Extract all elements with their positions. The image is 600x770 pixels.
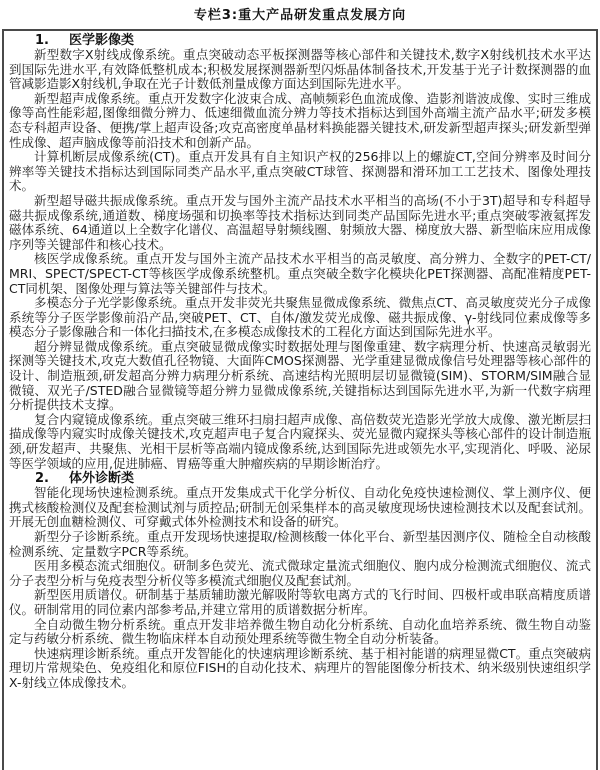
paragraph-super-resolution-microscopy: 超分辨显微成像系统。重点突破显微成像实时数据处理与图像重建、数字病理分析、快速高灵敏弱光探测等关键技术,攻克大数值孔径物镜、大面阵CMOS探测器、光学重建显微成像信号处理器等核心部件的设计、制造瓶颈,研发超高分辨力病理分析系统、高速结构光照明层切显微镜(SIM)、STORM/SIM融合显微镜、双光子/STED融合显微镜等超分辨力显微成像系统,关键指标达到国际先进水平,为新一代数字病理分析提供技术支撑。 <box>9 338 591 413</box>
paragraph-mass-spectrometer: 新型医用质谱仪。研制基于基质辅助激光解吸附等软电离方式的飞行时间、四极杆或串联高精度质谱仪。研制常用的同位素内部参考品,并建立常用的质谱数据分析库。 <box>9 587 591 617</box>
paragraph-composite-endoscope: 复合内窥镜成像系统。重点突破三维环扫扇扫超声成像、高倍数荧光造影光学放大成像、激光断层扫描成像等内窥实时成像关键技术,攻克超声电子复合内窥探头、荧光显微内窥探头等核心部件的设计制造瓶颈,研发超声、共聚焦、光相干层析等高端内镜成像系统,达到国际先进或领先水平,实现消化、呼吸、泌尿等医学领域的应用,促进肺癌、胃癌等重大肿瘤疾病的早期诊断治疗。 <box>9 411 591 471</box>
paragraph-flow-cytometer: 医用多模态流式细胞仪。研制多色荧光、流式微球定量流式细胞仪、胞内成分检测流式细胞仪、流式分子表型分析与免疫表型分析仪等多模流式细胞仪及配套试剂。 <box>9 558 591 588</box>
section-heading-medical-imaging <box>9 33 591 48</box>
content-box <box>2 29 598 770</box>
paragraph-nuclear-medicine: 核医学成像系统。重点开发与国外主流产品技术水平相当的高灵敏度、高分辨力、全数字的PET-CT/MRI、SPECT/SPECT-CT等核医学成像系统整机。重点突破全数字化模块化PET探测器、高配准精度PET-CT同机架、图像处理与算法等关键部件与技术。 <box>9 251 591 296</box>
paragraph-poct: 智能化现场快速检测系统。重点开发集成式干化学分析仪、自动化免疫快速检测仪、掌上测序仪、便携式核酸检测仪及配套检测试剂与质控品;研制无创采集样本的高灵敏度现场快速检测技术以及配套试剂。开展无创血糖检测仪、可穿戴式体外检测技术和设备的研究。 <box>9 485 591 530</box>
paragraph-molecular-diagnosis: 新型分子诊断系统。重点开发现场快速提取/检测核酸一体化平台、新型基因测序仪、随检全自动核酸检测系统、定量数字PCR等系统。 <box>9 529 591 559</box>
paragraph-rapid-pathology: 快速病理诊断系统。重点开发智能化的快速病理诊断系统、基于相衬能谱的病理显微CT。重点突破病理切片常规染色、免疫组化和原位FISH的自动化技术、病理片的智能图像分析技术、纳米级别快速组织学X-射线立体成像技术。 <box>9 645 591 690</box>
paragraph-ct: 计算机断层成像系统(CT)。重点开发具有自主知识产权的256排以上的螺旋CT,空间分辨率及时间分辨率等关键技术指标达到国际同类产品水平,重点突破CT球管、探测器和滑环加工工艺技术、图像处理技术。 <box>9 149 591 194</box>
paragraph-mri: 新型超导磁共振成像系统。重点开发与国外主流产品技术水平相当的高场(不小于3T)超导和专科超导磁共振成像系统,通道数、梯度场强和切换率等技术指标达到同类产品国际先进水平;重点突破零液氦挥发磁体系统、64通道以上全数字化谱仪、高温超导射频线圈、射频放大器、梯度放大器、新型临床应用成像序列等关键部件和核心技术。 <box>9 192 591 252</box>
section-number: 1. <box>35 33 49 48</box>
section-label: 医学影像类 <box>69 33 135 48</box>
section-label: 体外诊断类 <box>69 471 135 487</box>
paragraph-microbiology-analyzer: 全自动微生物分析系统。重点开发非培养微生物自动化分析系统、自动化血培养系统、微生物自动鉴定与药敏分析系统、微生物临床样本自动预处理系统等微生物全自动分析装备。 <box>9 616 591 647</box>
paragraph-molecular-optical: 多模态分子光学影像系统。重点开发非荧光共聚焦显微成像系统、微焦点CT、高灵敏度荧光分子成像系统等分子医学影像前沿产品,突破PET、CT、自体/激发荧光成像、磁共振成像、γ-射线同位素成像等多模态分子影像融合和一体化扫描技术,在多模态成像技术的工程化方面达到国际先进水平。 <box>9 295 591 340</box>
document-title: 专栏3:重大产品研发重点发展方向 <box>193 8 407 23</box>
paragraph-ultrasound: 新型超声成像系统。重点开发数字化波束合成、高帧频彩色血流成像、造影剂谐波成像、实时三维成像等高性能彩超,图像细微分辨力、低速细微血流分辨力等技术指标达到国外高端主流产品水平;研发多模态专科超声设备、便携/掌上超声设备;攻克高密度单晶材料换能器关键技术,研发新型超声探头;研发新型弹性成像、超声脑成像等前沿技术和创新产品。 <box>9 90 591 150</box>
section-heading-ivd <box>9 471 591 486</box>
paragraph-digital-xray: 新型数字X射线成像系统。重点突破动态平板探测器等核心部件和关键技术,数字X射线机技术水平达到国际先进水平,有效降低整机成本;积极发展探测器新型闪烁晶体制备技术,开发基于光子计数探测器的血管减影造影X射线机,争取在光子计数低剂量成像方面达到国际先进水平。 <box>9 47 591 92</box>
section-number: 2. <box>35 471 49 487</box>
